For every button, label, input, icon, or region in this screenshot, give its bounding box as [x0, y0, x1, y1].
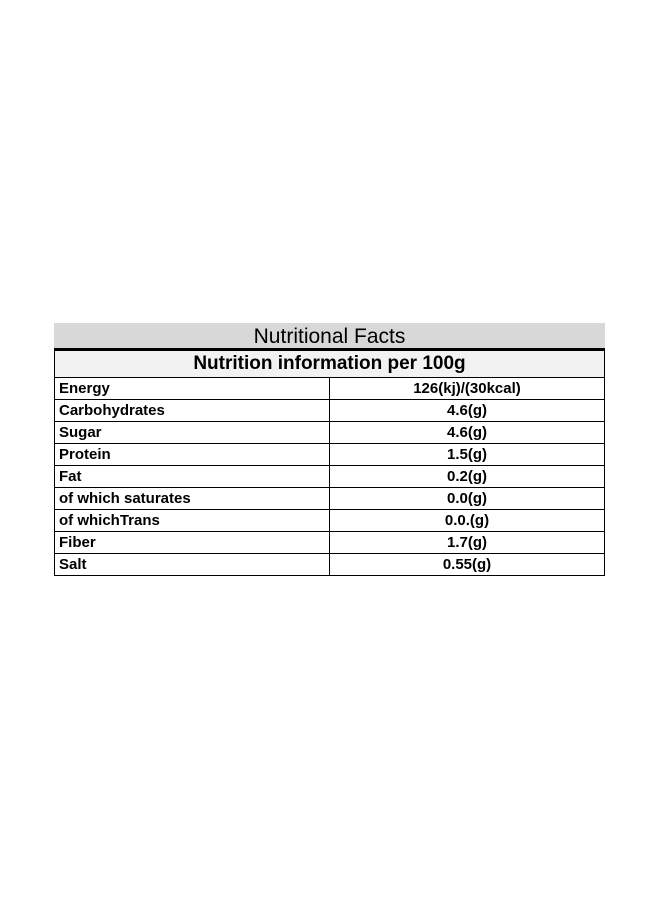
nutrient-label: Energy	[55, 378, 330, 400]
nutrient-value: 0.0(g)	[330, 488, 605, 510]
nutrient-label: Fiber	[55, 532, 330, 554]
table-row	[55, 378, 605, 400]
table-row	[55, 444, 605, 466]
nutrient-value: 1.5(g)	[330, 444, 605, 466]
nutrient-value: 0.2(g)	[330, 466, 605, 488]
table-row	[55, 400, 605, 422]
nutrient-label: of which saturates	[55, 488, 330, 510]
subheader-row	[55, 351, 605, 378]
panel-title: Nutritional Facts	[54, 323, 605, 350]
nutrient-label: Protein	[55, 444, 330, 466]
nutrient-value: 0.55(g)	[330, 554, 605, 576]
nutrient-value: 4.6(g)	[330, 400, 605, 422]
table-row	[55, 554, 605, 576]
table-row	[55, 422, 605, 444]
nutrient-value: 4.6(g)	[330, 422, 605, 444]
nutrient-value: 126(kj)/(30kcal)	[330, 378, 605, 400]
nutrition-facts-panel	[54, 323, 605, 576]
nutrition-table	[54, 350, 605, 576]
nutrient-label: Salt	[55, 554, 330, 576]
table-row	[55, 510, 605, 532]
nutrient-value: 1.7(g)	[330, 532, 605, 554]
nutrient-label: Sugar	[55, 422, 330, 444]
nutrient-label: of whichTrans	[55, 510, 330, 532]
table-row	[55, 488, 605, 510]
table-subtitle: Nutrition information per 100g	[55, 351, 605, 378]
nutrient-value: 0.0.(g)	[330, 510, 605, 532]
nutrient-label: Carbohydrates	[55, 400, 330, 422]
table-row	[55, 532, 605, 554]
table-row	[55, 466, 605, 488]
nutrient-label: Fat	[55, 466, 330, 488]
